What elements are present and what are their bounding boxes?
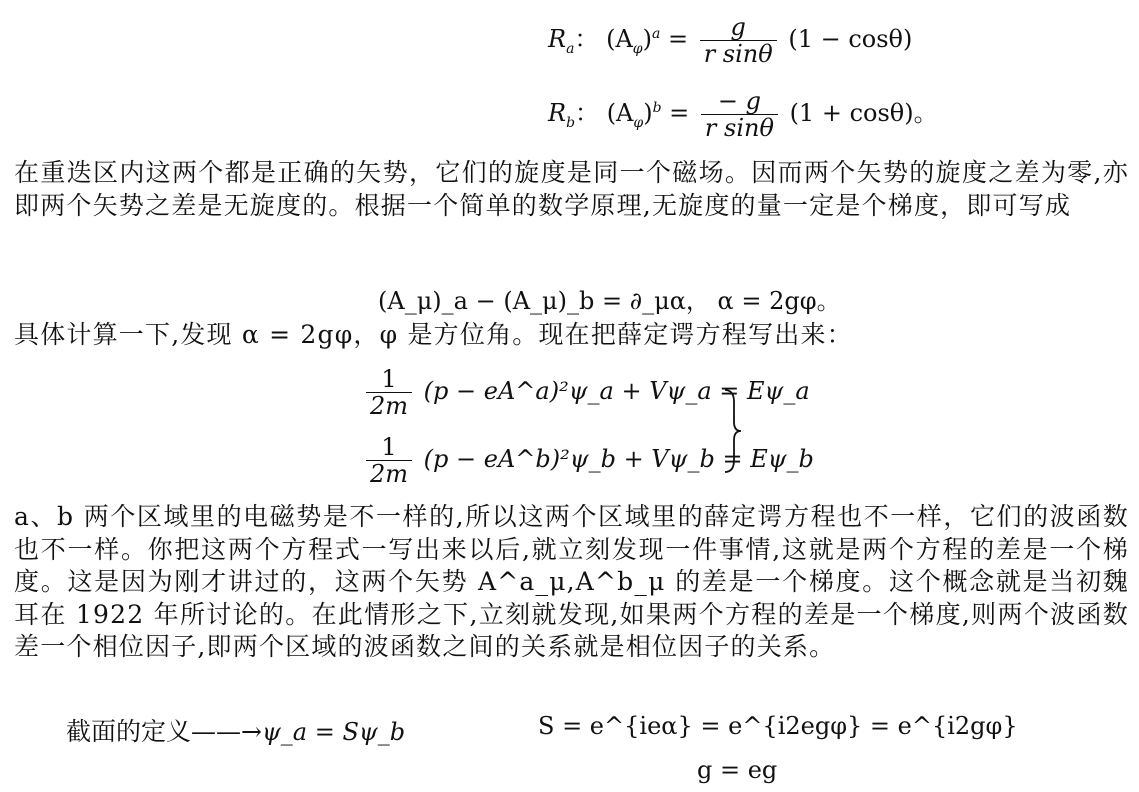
- eq-ra-numerator: g: [700, 14, 777, 41]
- eq-rb-label-sub: b: [566, 114, 576, 131]
- eq-rb-lhs-sup: b: [652, 100, 662, 116]
- g-definition: g = eg: [697, 756, 778, 784]
- schrod-b-body: (p − eA^b)²ψ_b + Vψ_b = Eψ_b: [423, 445, 814, 473]
- right-brace-icon: [722, 388, 744, 474]
- s-definition: S = e^{ieα} = e^{i2egφ} = e^{i2gφ}: [538, 712, 1018, 740]
- eq-ra-colon: ：: [574, 25, 599, 53]
- schrod-a-body: (p − eA^a)²ψ_a + Vψ_a = Eψ_a: [423, 377, 810, 405]
- schrod-a-numerator: 1: [366, 366, 412, 393]
- eq-rb-equals: =: [661, 99, 697, 127]
- equation-rb: $R_b$： $(A_\varphi)^b$ = $\frac{- g}{\text{r sinθ}}$ (1 + cosθ)。: [548, 87, 938, 142]
- long-right-arrow-icon: ——→: [191, 717, 262, 746]
- cross-section-label: 截面的定义: [66, 717, 192, 746]
- eq-ra-tail: (1 − cosθ): [788, 25, 913, 53]
- eq-ra-label: R: [548, 25, 567, 53]
- paragraph-2: 具体计算一下,发现 α = 2gφ，φ 是方位角。现在把薛定谔方程写出来：: [14, 320, 853, 349]
- eq-rb-tail: (1 + cosθ)。: [789, 99, 938, 127]
- cross-section-definition: [66, 712, 405, 748]
- eq-rb-fraction: [701, 88, 778, 141]
- paragraph-3: a、b 两个区域里的电磁势是不一样的,所以这两个区域里的薛定谔方程也不一样，它们的波函数也不一样。你把这两个方程式一写出来以后,就立刻发现一件事情,这就是两个方程的差是一个梯度。这是因为刚才讲过的，这两个矢势 A^a_μ,A^b_μ 的差是一个梯度。这个概念就是当初魏耳在 1922 年所讨论的。在此情形之下,立刻就发现,如果两个方程的差是一个梯度,则两个波函数差一个相位因子,即两个区域的波函数之间的关系就是相位因子的关系。: [14, 502, 1129, 661]
- cross-section-equation: ψ_a = Sψ_b: [261, 718, 406, 746]
- equation-gradient: (A_μ)_a − (A_μ)_b = ∂_μα， α = 2gφ。: [378, 287, 841, 315]
- schrodinger-equation-b: [362, 434, 814, 487]
- eq-ra-fraction: [700, 14, 777, 67]
- eq-ra-lhs: (A: [606, 25, 633, 53]
- eq-rb-numerator: − g: [701, 88, 778, 115]
- eq-ra-equals: =: [660, 25, 696, 53]
- schrod-b-numerator: 1: [366, 434, 412, 461]
- schrod-a-denominator: 2m: [370, 392, 409, 420]
- equation-ra: $R_a$： $(A_\varphi)^a$ = $\frac{g}{\text{r sinθ}}$ (1 − cosθ): [548, 13, 913, 68]
- paragraph-1: 在重迭区内这两个都是正确的矢势，它们的旋度是同一个磁场。因而两个矢势的旋度之差为零,亦即两个矢势之差是无旋度的。根据一个简单的数学原理,无旋度的量一定是个梯度，即可写成: [14, 158, 1129, 220]
- eq-ra-lhs-sub: φ: [632, 40, 643, 57]
- eq-ra-denominator: r sinθ: [703, 40, 773, 68]
- eq-rb-denominator: r sinθ: [704, 114, 774, 142]
- eq-rb-lhs: (A: [606, 99, 634, 127]
- eq-ra-lhs-sup: a: [651, 26, 661, 42]
- schrod-a-fraction: [366, 366, 412, 419]
- eq-rb-lhs-sub: φ: [633, 114, 644, 131]
- eq-ra-label-sub: a: [566, 40, 575, 57]
- schrod-b-fraction: [366, 434, 412, 487]
- schrod-b-denominator: 2m: [370, 460, 409, 488]
- eq-rb-colon: ：: [575, 99, 600, 127]
- eq-rb-label: R: [548, 99, 567, 127]
